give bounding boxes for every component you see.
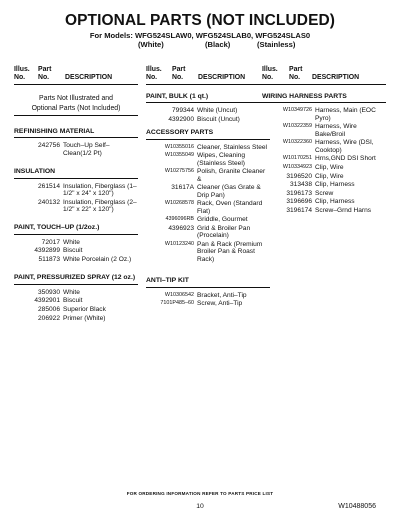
section-title: ANTI–TIP KIT bbox=[146, 277, 270, 287]
part-description: Harness, Wire Bake/Broil bbox=[315, 123, 357, 138]
part-description: White bbox=[63, 288, 80, 296]
part-row bbox=[14, 183, 138, 198]
section-title: PAINT, BULK (1 qt.) bbox=[146, 93, 270, 103]
part-description: Harness, Main (EOC Pyro) bbox=[315, 107, 376, 122]
header-rule bbox=[262, 84, 386, 85]
part-row bbox=[262, 198, 386, 205]
parts-column-3 bbox=[262, 66, 386, 214]
part-description: Superior Black bbox=[63, 306, 106, 314]
part-number: 242756 bbox=[37, 142, 60, 150]
part-row bbox=[14, 199, 138, 214]
description-label: DESCRIPTION bbox=[198, 74, 246, 81]
part-row bbox=[146, 225, 270, 240]
part-number: 7101P485–60 bbox=[160, 300, 194, 307]
part-row bbox=[146, 216, 270, 223]
part-row bbox=[262, 164, 386, 171]
part-row bbox=[14, 239, 138, 246]
part-description: Griddle, Gourmet bbox=[197, 216, 248, 224]
section-title: ACCESSORY PARTS bbox=[146, 129, 270, 139]
part-description: Clip, Wire bbox=[315, 172, 344, 180]
part-description: Clip, Harness bbox=[315, 198, 355, 206]
part-row bbox=[14, 247, 138, 254]
part-row bbox=[262, 207, 386, 214]
part-description: Harness, Wire (DSI, Cooktop) bbox=[315, 139, 374, 154]
note-line: Optional Parts (Not Included) bbox=[31, 104, 121, 112]
part-row bbox=[146, 144, 270, 151]
part-row bbox=[262, 190, 386, 197]
section-title: PAINT, TOUCH–UP (1/2oz.) bbox=[14, 224, 138, 234]
part-number: 511873 bbox=[38, 256, 60, 264]
part-row bbox=[14, 297, 138, 304]
part-number: 4396096RB bbox=[165, 216, 194, 223]
part-number: W10322359 bbox=[282, 123, 312, 130]
part-description: White (Uncut) bbox=[197, 107, 238, 115]
part-row bbox=[146, 292, 270, 299]
part-number: 350930 bbox=[37, 288, 60, 296]
ordering-note: FOR ORDERING INFORMATION REFER TO PARTS PRICE LIST bbox=[126, 491, 274, 496]
part-row bbox=[146, 184, 270, 199]
part-description: Wipes, Cleaning (Stainless Steel) bbox=[197, 152, 246, 167]
illus-no-label: No. bbox=[146, 74, 158, 81]
part-no-label: No. bbox=[172, 74, 184, 81]
parts-column-1 bbox=[14, 66, 138, 322]
part-description: Biscuit bbox=[63, 297, 83, 305]
part-row bbox=[14, 142, 138, 157]
illus-label: Illus. bbox=[14, 66, 30, 73]
part-description: White Porcelain (2 Oz.) bbox=[63, 256, 132, 264]
part-row bbox=[146, 116, 270, 123]
part-row bbox=[146, 300, 270, 307]
part-row bbox=[146, 107, 270, 114]
part-number: 799344 bbox=[171, 107, 194, 115]
page-number: 10 bbox=[196, 503, 204, 510]
section-title: REFINISHING MATERIAL bbox=[14, 128, 138, 138]
section-title: WIRING HARNESS PARTS bbox=[262, 93, 386, 103]
part-row bbox=[14, 315, 138, 322]
part-description: Polish, Granite Cleaner & bbox=[197, 168, 266, 183]
column-header bbox=[262, 66, 386, 83]
section-title: INSULATION bbox=[14, 168, 138, 178]
part-number: 3196696 bbox=[286, 198, 312, 206]
part-description: Insulation, Fiberglass (2–1/2" x 22" x 120") bbox=[63, 198, 137, 214]
part-description: Clip, Wire bbox=[315, 164, 344, 171]
part-row bbox=[262, 173, 386, 180]
part-number: 4392899 bbox=[34, 247, 60, 255]
part-number: W10334923 bbox=[282, 164, 312, 170]
part-number: 206922 bbox=[37, 314, 60, 322]
part-label: Part bbox=[38, 66, 52, 73]
model-list: For Models: WFG524SLAW0, WFG524SLAB0, WFG524SLAS0 bbox=[89, 31, 311, 40]
part-number: W10170251 bbox=[282, 155, 312, 162]
part-row bbox=[146, 168, 270, 183]
section-items bbox=[262, 107, 386, 214]
finish-black: (Black) bbox=[205, 40, 231, 49]
part-row bbox=[146, 152, 270, 167]
part-no-label: No. bbox=[38, 74, 50, 81]
part-number: W10355049 bbox=[164, 152, 194, 159]
section-items bbox=[14, 289, 138, 322]
part-number: W10355016 bbox=[164, 143, 194, 150]
section-items bbox=[14, 183, 138, 214]
part-number: W10306542 bbox=[164, 291, 194, 298]
illus-label: Illus. bbox=[146, 66, 162, 73]
section-items bbox=[146, 292, 270, 308]
column-header bbox=[14, 66, 138, 83]
part-description: Insulation, Fiberglass (1–1/2" x 24" x 120") bbox=[63, 182, 137, 198]
finish-stainless: (Stainless) bbox=[257, 40, 296, 49]
part-number: 261514 bbox=[37, 182, 60, 190]
part-number: 72017 bbox=[41, 238, 60, 246]
part-number: 3196174 bbox=[286, 206, 312, 214]
part-row bbox=[14, 289, 138, 296]
part-row bbox=[262, 139, 386, 154]
note-line: Parts Not Illustrated and bbox=[39, 95, 113, 102]
part-number: 31617A bbox=[171, 184, 194, 192]
part-label: Part bbox=[172, 66, 186, 73]
part-number: 240132 bbox=[37, 198, 60, 206]
part-description: Screw–Grnd Harns bbox=[315, 206, 372, 214]
part-description: White bbox=[63, 238, 80, 246]
part-row bbox=[262, 181, 386, 188]
part-number: 3196520 bbox=[286, 172, 312, 180]
part-row bbox=[262, 123, 386, 138]
not-illustrated-note bbox=[14, 91, 138, 116]
part-description: Primer (White) bbox=[63, 314, 106, 322]
part-number: 4392900 bbox=[168, 116, 194, 123]
part-number: W10322360 bbox=[282, 139, 312, 146]
part-description: Pan & Rack (Premium Broiler Pan & Roast Rack) bbox=[197, 241, 263, 263]
description-label: DESCRIPTION bbox=[65, 74, 113, 81]
header-rule bbox=[14, 84, 138, 85]
section-title: PAINT, PRESSURIZED SPRAY (12 oz.) bbox=[14, 274, 138, 284]
part-label: Part bbox=[289, 66, 303, 73]
part-row bbox=[146, 200, 270, 215]
description-label: DESCRIPTION bbox=[312, 74, 360, 81]
illus-no-label: No. bbox=[14, 74, 26, 81]
part-number: 4392901 bbox=[34, 297, 60, 305]
part-description: Rack, Oven (Standard Flat) bbox=[197, 200, 263, 215]
part-number: W10268578 bbox=[164, 200, 194, 207]
part-description: Touch–Up Self–Clean(1/2 Pt) bbox=[63, 142, 110, 157]
part-description: Cleaner, Stainless Steel bbox=[197, 143, 268, 151]
part-row bbox=[14, 256, 138, 263]
finish-white: (White) bbox=[138, 40, 164, 49]
section-items bbox=[146, 144, 270, 263]
part-description: Biscuit bbox=[63, 247, 83, 255]
document-number: W10488056 bbox=[338, 503, 376, 510]
part-row bbox=[262, 155, 386, 162]
part-description: Cleaner (Gas Grate & Drip Pan) bbox=[197, 184, 261, 199]
part-row bbox=[146, 241, 270, 263]
part-number: 313438 bbox=[289, 181, 312, 189]
part-description: Biscuit (Uncut) bbox=[197, 116, 240, 123]
page-title: OPTIONAL PARTS (NOT INCLUDED) bbox=[64, 12, 336, 29]
part-number: W10123240 bbox=[164, 241, 194, 247]
illus-label: Illus. bbox=[262, 66, 278, 73]
part-number: 4396923 bbox=[168, 225, 194, 232]
part-number: 285006 bbox=[37, 306, 60, 314]
part-description: Screw bbox=[315, 189, 334, 197]
part-row bbox=[14, 306, 138, 313]
parts-column-2 bbox=[146, 66, 270, 308]
section-items bbox=[14, 239, 138, 264]
section-items bbox=[14, 142, 138, 157]
part-no-label: No. bbox=[289, 74, 301, 81]
section-items bbox=[146, 107, 270, 123]
part-description: Screw, Anti–Tip bbox=[197, 300, 243, 308]
part-description: Bracket, Anti–Tip bbox=[197, 291, 247, 299]
part-number: W10349726 bbox=[282, 107, 312, 114]
part-description: Clip, Harness bbox=[315, 181, 355, 189]
part-row bbox=[262, 107, 386, 122]
part-description: Hrns,GND DSI Short bbox=[315, 155, 376, 163]
part-number: W10275756 bbox=[164, 168, 194, 175]
illus-no-label: No. bbox=[262, 74, 274, 81]
part-description: Grid & Broiler Pan (Procelain) bbox=[197, 225, 251, 240]
header-rule bbox=[146, 84, 270, 85]
column-header bbox=[146, 66, 270, 83]
part-number: 3196173 bbox=[286, 189, 312, 197]
